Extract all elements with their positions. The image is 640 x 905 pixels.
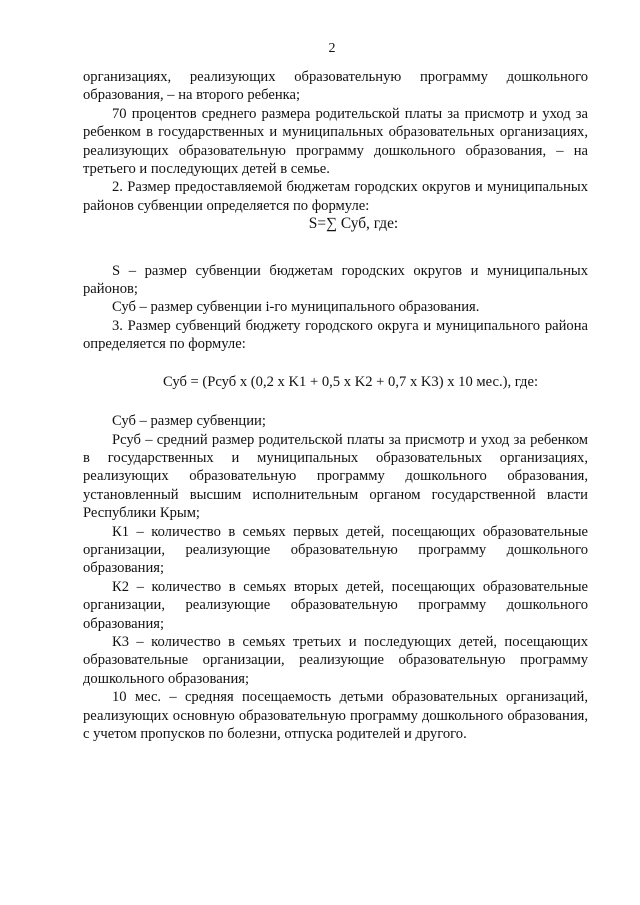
formula-total-subvention: S=∑ Суб, где: — [308, 215, 399, 233]
document-body — [83, 68, 588, 743]
definition-rsub: Рсуб – средний размер родительской платы за присмотр и уход за ребенком в государственных и муниципальных образовательных организациях, реализующих образовательную программу дошкольного образования, установленный высшим исполнительным органом государственной власти Республики Крым; — [83, 431, 588, 522]
spacer — [83, 234, 588, 262]
formula-municipal-subvention: Суб = (Рсуб x (0,2 x K1 + 0,5 x K2 + 0,7 x K3) x 10 мес.), где: — [162, 373, 538, 390]
paragraph-municipal-formula-intro: 3. Размер субвенций бюджету городского округа и муниципального района определяется по формуле: — [83, 317, 588, 353]
definition-sub-municipal: Суб – размер субвенции i-го муниципального образования. — [112, 299, 480, 316]
definition-k3: К3 – количество в семьях третьих и последующих детей, посещающих образовательные организации, реализующие образовательную программу дошкольного образования; — [83, 633, 588, 687]
paragraph-third-child-rate: 70 процентов среднего размера родительской платы за присмотр и уход за ребенком в государственных и муниципальных образовательных организациях, реализующих образовательную программу дошкольного образования, – на третьего и последующих детей в семье. — [83, 105, 588, 178]
definition-s: S – размер субвенции бюджетам городских округов и муниципальных районов; — [83, 262, 588, 298]
definition-sub: Суб – размер субвенции; — [112, 413, 266, 430]
paragraph-subvention-size-intro: 2. Размер предоставляемой бюджетам городских округов и муниципальных районов субвенции определяется по формуле: — [83, 179, 588, 214]
definition-k1: К1 – количество в семьях первых детей, посещающих образовательные организации, реализующие образовательную программу дошкольного образования; — [83, 523, 588, 577]
spacer — [83, 391, 588, 412]
paragraph-second-child-continuation: организациях, реализующих образовательную программу дошкольного образования, – на второго ребенка; — [83, 69, 588, 104]
page-number: 2 — [328, 41, 336, 56]
definition-10-months: 10 мес. – средняя посещаемость детьми образовательных организаций, реализующих основную образовательную программу дошкольного образования, с учетом пропусков по болезни, отпуска родителей и другого. — [83, 689, 588, 742]
definition-k2: К2 – количество в семьях вторых детей, посещающих образовательные организации, реализующие образовательную программу дошкольного образования; — [83, 578, 588, 632]
spacer — [83, 354, 588, 373]
